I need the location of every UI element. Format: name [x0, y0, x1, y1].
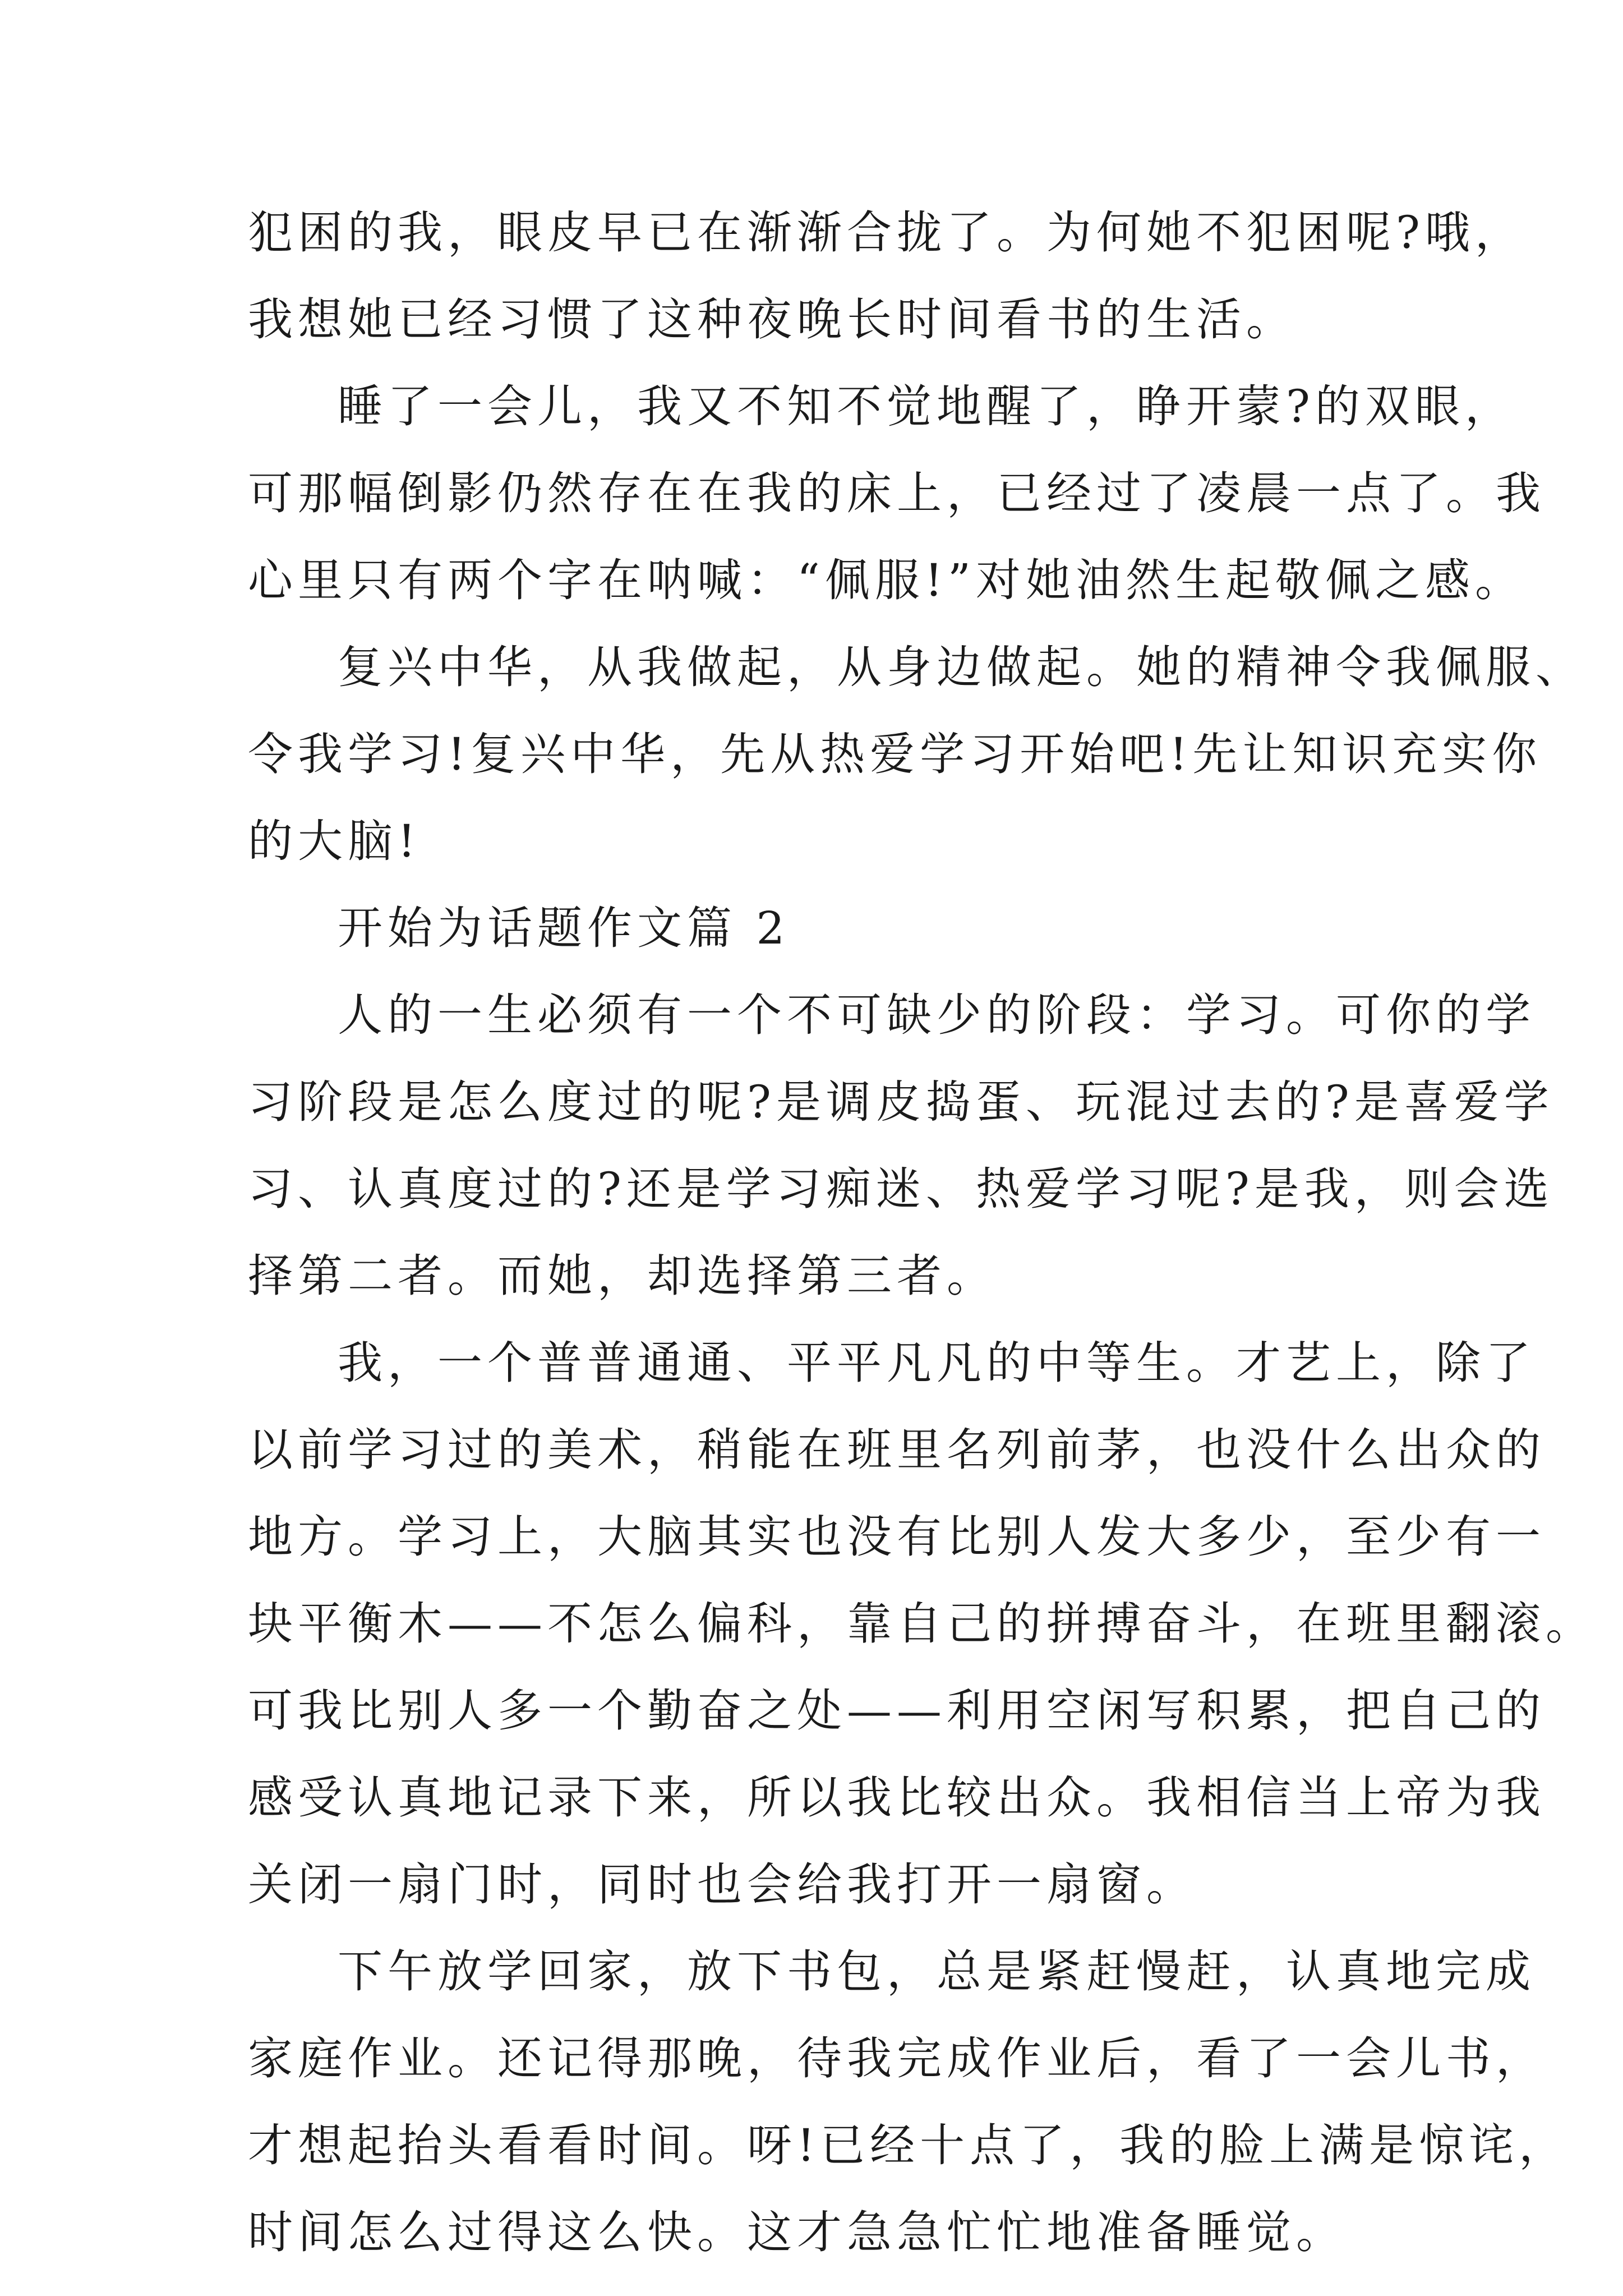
paragraph-first-line: 我，一个普普通通、平平凡凡的中等生。才艺上，除了 [338, 1337, 1536, 1389]
text-line: 以前学习过的美术，稍能在班里名列前茅，也没什么出众的 [248, 1424, 1546, 1476]
text-line: 时间怎么过得这么快。这才急急忙忙地准备睡觉。 [248, 2206, 1346, 2258]
text-line: 块平衡木——不怎么偏科，靠自己的拼搏奋斗，在班里翻滚。 [248, 1598, 1596, 1650]
text-line: 我想她已经习惯了这种夜晚长时间看书的生活。 [248, 293, 1296, 346]
section-heading: 开始为话题作文篇 2 [338, 902, 790, 954]
text-line: 心里只有两个字在呐喊：“佩服!”对她油然生起敬佩之感。 [248, 554, 1525, 606]
text-line: 才想起抬头看看时间。呀!已经十点了，我的脸上满是惊诧， [248, 2119, 1569, 2171]
paragraph-first-line: 下午放学回家，放下书包，总是紧赶慢赶，认真地完成 [338, 1945, 1536, 1998]
text-line: 感受认真地记录下来，所以我比较出众。我相信当上帝为我 [248, 1772, 1546, 1824]
paragraph-first-line: 人的一生必须有一个不可缺少的阶段：学习。可你的学 [338, 989, 1536, 1041]
paragraph-first-line: 睡了一会儿，我又不知不觉地醒了，睁开蒙?的双眼， [338, 380, 1515, 432]
text-line: 地方。学习上，大脑其实也没有比别人发大多少，至少有一 [248, 1511, 1546, 1563]
text-line: 的大脑! [248, 815, 421, 867]
text-line: 可我比别人多一个勤奋之处——利用空闲写积累，把自己的 [248, 1685, 1546, 1737]
paragraph-first-line: 复兴中华，从我做起，从身边做起。她的精神令我佩服、 [338, 641, 1585, 693]
text-line: 关闭一扇门时，同时也会给我打开一扇窗。 [248, 1858, 1196, 1911]
text-line: 家庭作业。还记得那晚，待我完成作业后，看了一会儿书， [248, 2032, 1546, 2085]
text-line: 习、认真度过的?还是学习痴迷、热爱学习呢?是我，则会选 [248, 1163, 1554, 1215]
text-line: 令我学习!复兴中华，先从热爱学习开始吧!先让知识充实你 [248, 728, 1542, 780]
text-line: 犯困的我，眼皮早已在渐渐合拢了。为何她不犯困呢?哦， [248, 206, 1525, 259]
text-line: 择第二者。而她，却选择第三者。 [248, 1250, 997, 1302]
text-line: 习阶段是怎么度过的呢?是调皮捣蛋、玩混过去的?是喜爱学 [248, 1076, 1554, 1128]
text-line: 可那幅倒影仍然存在在我的床上，已经过了凌晨一点了。我 [248, 467, 1546, 519]
